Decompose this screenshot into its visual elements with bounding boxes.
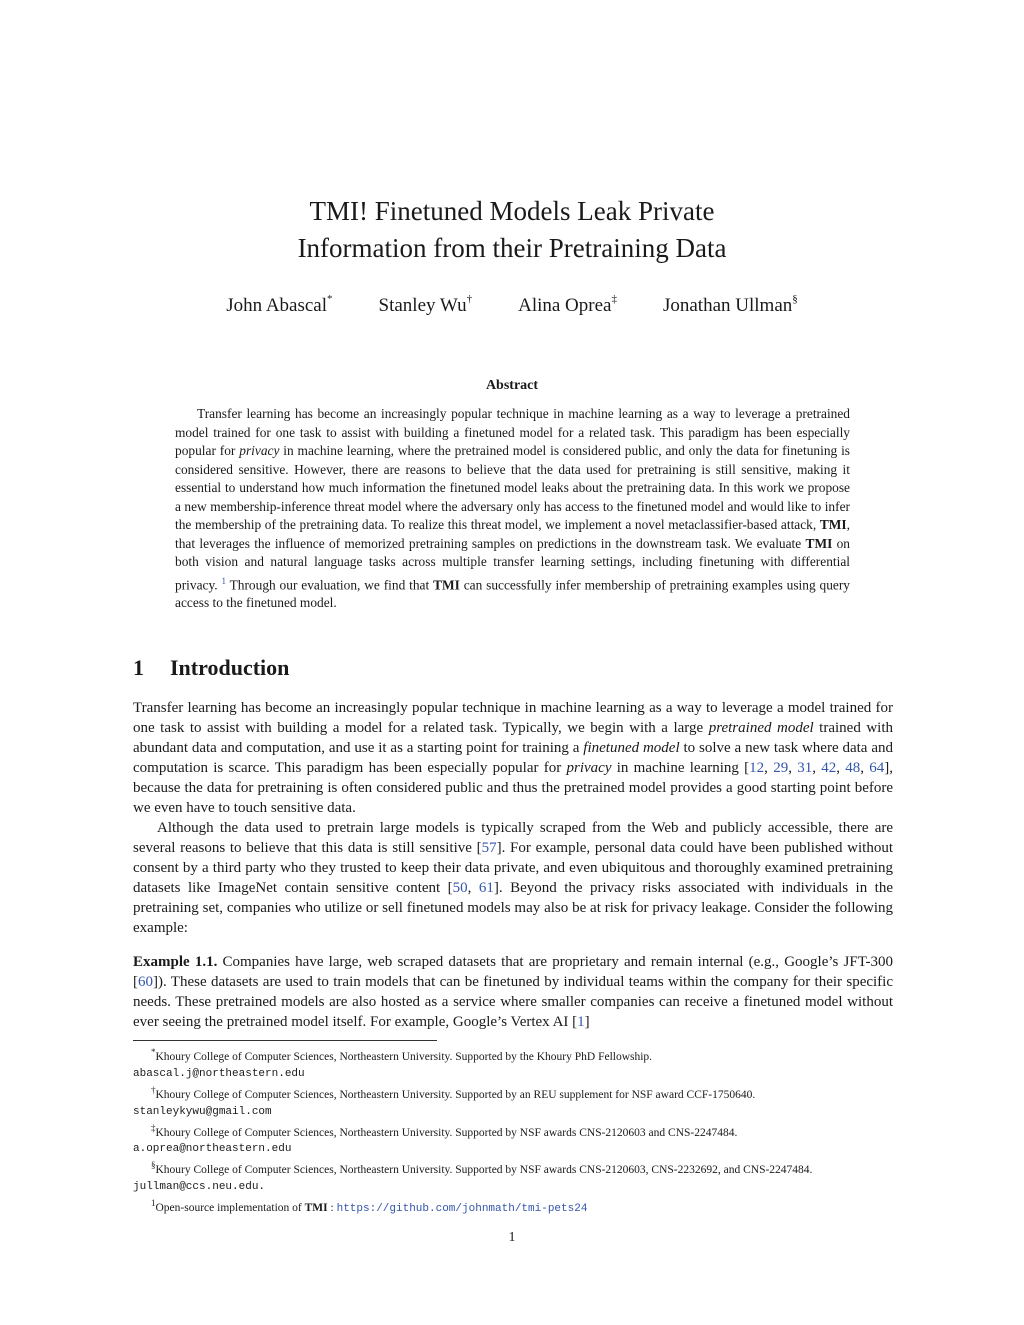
citation-link[interactable]: 57 [481,840,497,856]
repository-link[interactable]: https://github.com/johnmath/tmi-pets24 [336,1203,588,1216]
title-line-2: Information from their Pretraining Data [297,233,727,263]
citation-link[interactable]: 61 [478,880,494,896]
author: Jonathan Ullman§ [662,293,798,316]
page-number: 1 [508,1230,516,1245]
email-link[interactable]: stanleykywu@gmail.com [133,1105,272,1118]
citation-link[interactable]: 64 [869,760,885,776]
citation-link[interactable]: 60 [138,974,153,990]
email-link[interactable]: jullman@ccs.neu.edu. [133,1181,266,1194]
footnote-code: $^1$Open-source implementation of TMI : https://github.com/johnmath/tmi-pets24 [151,1198,588,1216]
footnote-divider [133,1040,437,1041]
citation-link[interactable]: 31 [797,760,813,776]
abstract-heading: Abstract [485,378,539,393]
citation-link[interactable]: 12 [749,760,765,776]
author: John Abascal* [226,293,333,316]
citation-link[interactable]: 1 [577,1014,585,1030]
footnotes [133,1044,894,1217]
footnote: *Khoury College of Computer Sciences, Northeastern University. Supported by the Khoury PhD Fellowship. abascal.j@northeastern.edu [133,1047,653,1080]
example-block: Example 1.1. Companies have large, web scraped datasets that are proprietary and remain internal (e.g., Google’s JFT-300 [60]). These datasets are used to train models that can be finetuned by individual teams within the company for their specific needs. These pretrained models are also hosted as a service where smaller companies can receive a finetuned model without ever seeing the pretrained model itself. For example, Google’s Vertex AI [1] [133,954,894,1030]
footnote: ‡Khoury College of Computer Sciences, Northeastern University. Supported by NSF awards CNS-2120603 and CNS-2247484. a.oprea@northeastern.edu [133,1122,738,1156]
section-heading: 1 Introduction [133,655,290,680]
author: Alina Oprea‡ [518,293,617,316]
citation-link[interactable]: 48 [845,760,861,776]
intro-paragraph-2: Although the data used to pretrain large models is typically scraped from the Web and publicly accessible, there are several reasons to believe that this data is still sensitive [57]. For example, personal data could have been published without consent by a third party who they trusted to keep their data private, and even ubiquitous and thoroughly examined pretraining datasets like ImageNet contain sensitive content [50, 61]. Beyond the privacy risks associated with individuals in the pretraining set, companies who utilize or sell finetuned models may also be at risk for privacy leakage. Consider the following example: [133,820,894,936]
example-label: Example 1.1. [133,954,218,970]
author: Stanley Wu† [378,293,473,316]
paper-title [160,193,864,267]
footnote-ref-link[interactable]: 1 [221,575,226,586]
abstract-body: Transfer learning has become an increasingly popular technique in machine learning as a way to leverage a pretrained model trained for one task to assist with building a finetuned model for a related task. This paradigm has been especially popular for privacy in machine learning, where the pretrained model is considered public, and only the data for finetuning is considered sensitive. However, there are reasons to believe that the data used for pretraining is still sensitive, making it essential to understand how much information the finetuned model leaks about the pretraining data. In this work we propose a new membership-inference threat model where the adversary only has access to the finetuned model and would like to infer the membership of the pretraining data. To realize this threat model, we implement a novel metaclassifier-based attack, TMI, that leverages the influence of memorized pretraining samples on predictions in the downstream task. We evaluate TMI on both vision and natural language tasks across multiple transfer learning settings, including finetuning with differential privacy. $^1$ Through our evaluation, we find that TMI can successfully infer membership of pretraining examples using query access to the finetuned model. [175,406,851,611]
email-link[interactable]: abascal.j@northeastern.edu [133,1067,305,1080]
email-link[interactable]: a.oprea@northeastern.edu [133,1143,292,1156]
author-list [160,295,864,317]
footnote: §Khoury College of Computer Sciences, Northeastern University. Supported by NSF awards CNS-2120603, CNS-2232692, and CNS-2247484. jullman@ccs.neu.edu. [133,1160,813,1194]
footnote: †Khoury College of Computer Sciences, Northeastern University. Supported by an REU supplement for NSF award CCF-1750640. stanleykywu@gmail.com [133,1084,756,1118]
citation-link[interactable]: 42 [821,760,837,776]
citation-link[interactable]: 50 [452,880,468,896]
intro-paragraph-1: Transfer learning has become an increasingly popular technique in machine learning as a way to leverage a model trained for one task to assist with building a model for a related task. Typically, we begin with a large pretrained model trained with abundant data and computation, and use it as a starting point for training a finetuned model to solve a new task where data and computation is scarce. This paradigm has been especially popular for privacy in machine learning [12, 29, 31, 42, 48, 64], because the data for pretraining is often considered public and thus the pretrained model provides a good starting point before we even have to touch sensitive data. [133,700,893,816]
citation-link[interactable]: 29 [773,760,789,776]
title-line-1: TMI! Finetuned Models Leak Private [309,196,715,226]
